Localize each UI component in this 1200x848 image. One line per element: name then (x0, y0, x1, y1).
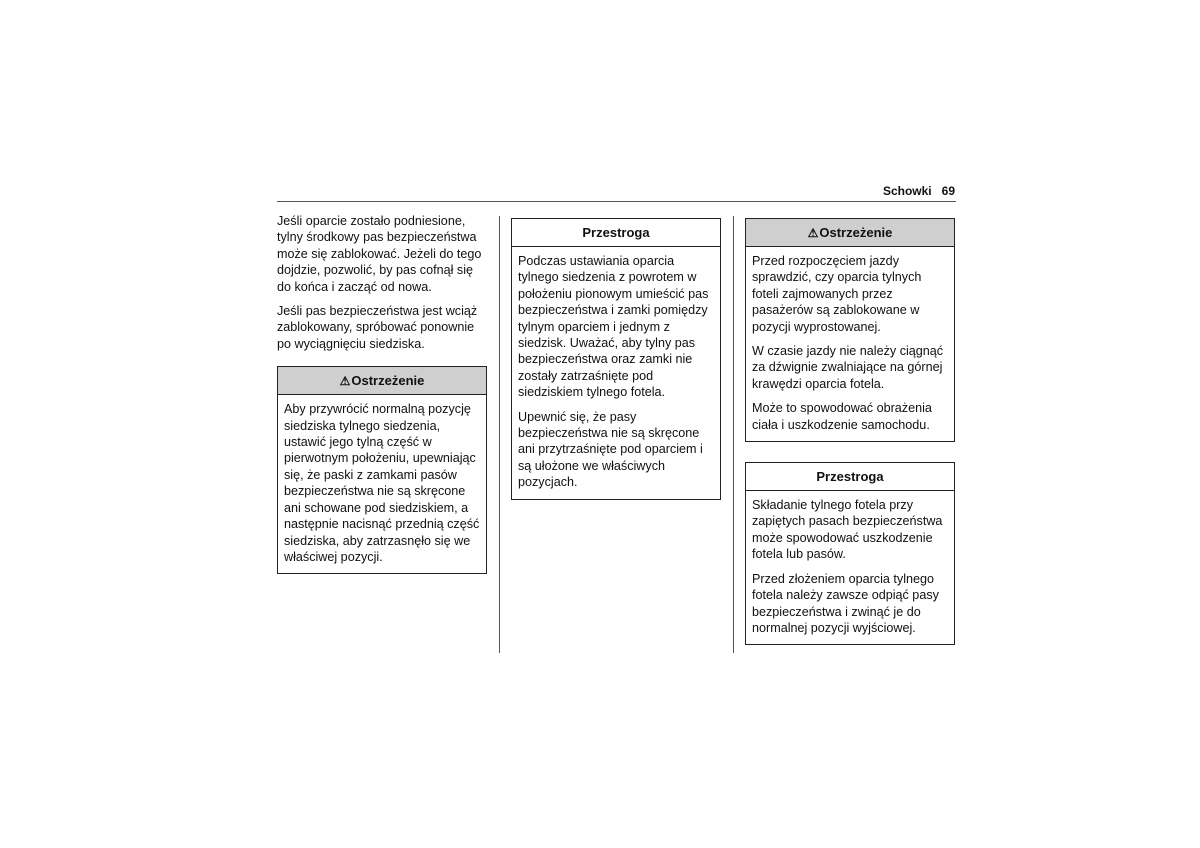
warning-header (278, 367, 486, 395)
body-paragraph: Jeśli pas bezpieczeństwa jest wciąż zablokowany, spróbować ponownie po wyciągnięciu siedziska. (277, 304, 478, 351)
caution-header (512, 219, 720, 247)
column-3 (745, 218, 955, 645)
column-divider-2 (733, 216, 734, 653)
page-number: 69 (941, 184, 955, 198)
warning-header (746, 219, 954, 247)
header-rule (277, 201, 956, 202)
body-paragraph: Jeśli oparcie zostało podniesione, tylny środkowy pas bezpieczeństwa może się zablokować. Jeżeli do tego dojdzie, pozwolić, by pas cofnął się do końca i zacząć od nowa. (277, 214, 482, 294)
caution-header (746, 463, 954, 491)
column-1 (277, 213, 487, 574)
caution-box (511, 218, 721, 500)
warning-title: Ostrzeżenie (351, 373, 425, 389)
warning-title: Ostrzeżenie (819, 225, 893, 240)
caution-title: Przestroga (816, 469, 884, 485)
warning-text: Może to spowodować obrażenia ciała i uszkodzenie samochodu. (752, 401, 932, 432)
warning-box (745, 218, 955, 442)
warning-triangle-icon: ⚠ (339, 374, 351, 389)
column-divider-1 (499, 216, 500, 653)
caution-body (512, 247, 720, 491)
caution-text: Upewnić się, że pasy bezpieczeństwa nie są skręcone ani przytrzaśnięte pod oparciem i są ułożone we właściwych pozycjach. (518, 409, 703, 490)
warning-body (278, 395, 486, 565)
caution-text: Składanie tylnego fotela przy zapiętych pasach bezpieczeństwa może spowodować uszkodzenie fotela lub pasów. (752, 498, 943, 562)
warning-box (277, 366, 487, 574)
caution-title: Przestroga (582, 225, 650, 240)
warning-text: Przed rozpoczęciem jazdy sprawdzić, czy oparcia tylnych foteli zajmowanych przez pasażerów są zablokowane w pozycji wyprostowanej. (752, 254, 922, 334)
page-header (883, 184, 955, 198)
warning-text: Aby przywrócić normalną pozycję siedziska tylnego siedzenia, ustawić jego tylną część w pierwotnym położeniu, upewniając się, że paski z zamkami pasów bezpieczeństwa nie są skręcone ani schowane pod siedziskiem, a następnie nacisnąć przednią część siedziska, aby zatrzasnęło się we właściwej pozycji. (284, 402, 480, 564)
column-2 (511, 218, 721, 500)
warning-triangle-icon: ⚠ (807, 226, 819, 240)
caution-text: Podczas ustawiania oparcia tylnego siedzenia z powrotem w położeniu pionowym umieścić pas bezpieczeństwa i zamki pomiędzy tylnym oparciem i jednym z siedzisk. Uważać, aby tylny pas bezpieczeństwa oraz zamki nie zostały zatrzaśnięte pod siedziskiem tylnego fotela. (518, 254, 709, 400)
caution-text: Przed złożeniem oparcia tylnego fotela należy zawsze odpiąć pasy bezpieczeństwa i zwinąć je do normalnej pozycji wyjściowej. (752, 571, 939, 635)
caution-body (746, 491, 954, 636)
section-title: Schowki (882, 184, 932, 198)
warning-text: W czasie jazdy nie należy ciągnąć za dźwignie zwalniające na górnej krawędzi oparcia fotela. (752, 344, 944, 391)
warning-body (746, 247, 954, 433)
caution-box (745, 462, 955, 645)
